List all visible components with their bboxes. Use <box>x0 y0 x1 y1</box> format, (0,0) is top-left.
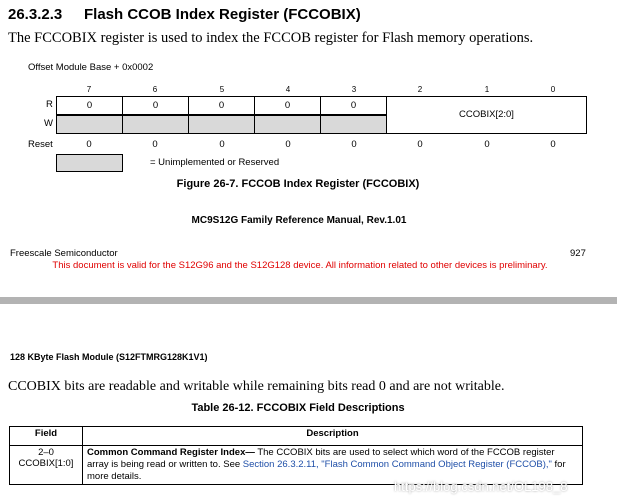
field-descriptions-table <box>9 426 583 485</box>
unimplemented-cell <box>188 115 255 134</box>
read-value-cell: 0 <box>122 96 189 115</box>
description-header: Description <box>83 427 583 446</box>
bit-number: 3 <box>351 85 357 94</box>
reset-value: 0 <box>550 139 556 150</box>
bit-number: 6 <box>152 85 158 94</box>
bit-number: 5 <box>219 85 225 94</box>
reset-value: 0 <box>285 139 291 150</box>
offset-label: Offset Module Base + 0x0002 <box>28 62 154 73</box>
unimplemented-cell <box>320 115 387 134</box>
bit-number: 4 <box>285 85 291 94</box>
watermark: https://blog.csdn.net/OL198_8 <box>394 479 568 494</box>
reset-value: 0 <box>86 139 92 150</box>
reset-value: 0 <box>152 139 158 150</box>
description-bold: Common Command Register Index— <box>87 447 255 458</box>
unimplemented-legend-swatch <box>56 154 123 172</box>
module-header: 128 KByte Flash Module (S12FTMRG128K1V1) <box>10 352 208 362</box>
field-cell <box>10 446 83 485</box>
table-caption: Table 26-12. FCCOBIX Field Descriptions <box>191 402 405 414</box>
company-name: Freescale Semiconductor <box>10 248 118 259</box>
description-paragraph: CCOBIX bits are readable and writable while remaining bits read 0 and are not writable. <box>8 379 505 394</box>
section-link[interactable]: Section 26.3.2.11, "Flash Common Command Object Register (FCCOB)," <box>242 459 552 470</box>
read-row-label: R <box>46 99 53 110</box>
bit-number: 2 <box>417 85 423 94</box>
reset-value: 0 <box>351 139 357 150</box>
unimplemented-cell <box>122 115 189 134</box>
ccobix-field-cell: CCOBIX[2:0] <box>386 96 587 134</box>
manual-title: MC9S12G Family Reference Manual, Rev.1.01 <box>191 215 407 226</box>
unimplemented-cell <box>254 115 321 134</box>
table-header-row <box>10 427 583 446</box>
preliminary-warning: This document is valid for the S12G96 and the S12G128 device. All information related to other devices is preliminary. <box>52 260 548 271</box>
field-header: Field <box>10 427 83 446</box>
reset-label: Reset <box>28 139 53 150</box>
reset-value: 0 <box>417 139 423 150</box>
field-name: CCOBIX[1:0] <box>18 458 74 469</box>
read-value-cell: 0 <box>56 96 123 115</box>
bit-number: 0 <box>550 85 556 94</box>
intro-paragraph: The FCCOBIX register is used to index the FCCOB register for Flash memory operations. <box>8 30 534 46</box>
figure-caption: Figure 26-7. FCCOB Index Register (FCCOBIX) <box>176 178 420 190</box>
page-break-divider <box>0 297 617 304</box>
section-number: 26.3.2.3 <box>8 6 63 23</box>
description-text: The CCOBIX bits are used to select which word of the FCCOB register array is being read or written to. See <box>87 447 555 470</box>
unimplemented-cell <box>56 115 123 134</box>
write-row-label: W <box>44 118 53 129</box>
read-value-cell: 0 <box>320 96 387 115</box>
field-bits: 2–0 <box>38 447 54 458</box>
bit-number: 1 <box>484 85 490 94</box>
reset-value: 0 <box>484 139 490 150</box>
page-number: 927 <box>570 248 586 259</box>
reset-value: 0 <box>219 139 225 150</box>
section-title: Flash CCOB Index Register (FCCOBIX) <box>84 6 361 23</box>
bit-number: 7 <box>86 85 92 94</box>
read-value-cell: 0 <box>188 96 255 115</box>
legend-text: = Unimplemented or Reserved <box>150 157 280 168</box>
read-value-cell: 0 <box>254 96 321 115</box>
description-end: for more details. <box>87 459 566 482</box>
